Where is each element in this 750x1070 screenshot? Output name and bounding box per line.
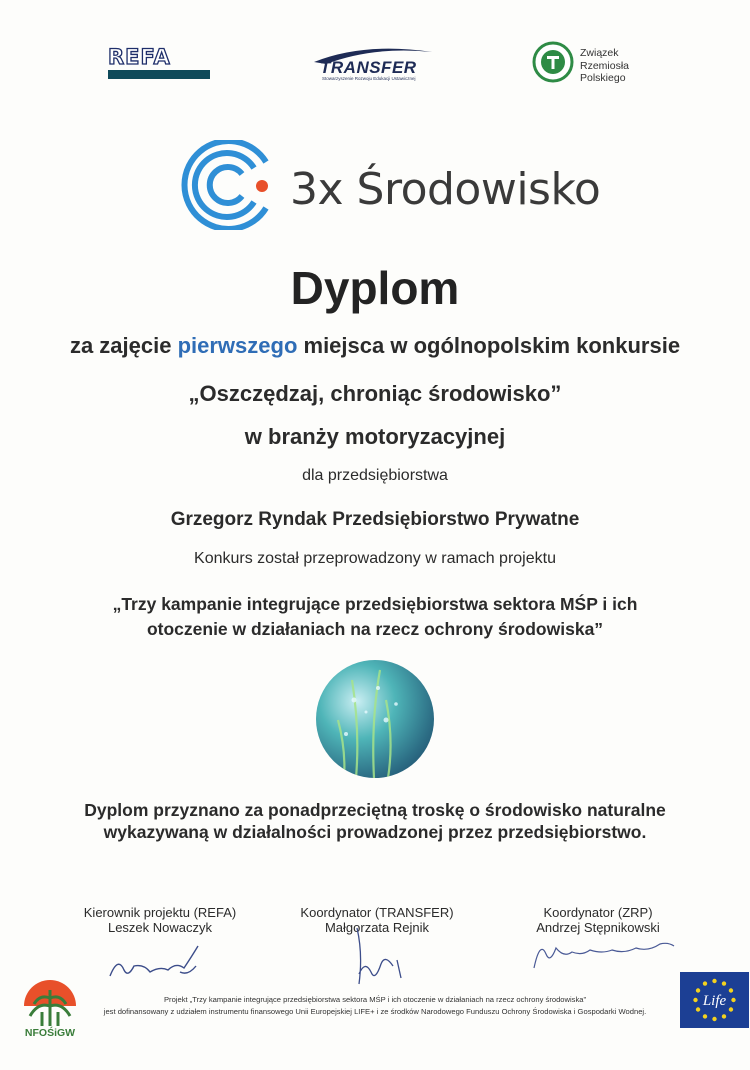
handwritten-signature-transfer bbox=[335, 924, 425, 994]
three-x-srodowisko-icon bbox=[178, 140, 274, 230]
signature-block-refa bbox=[50, 905, 270, 935]
award-reason-line: wykazywaną w działalności prowadzonej przez przedsiębiorstwo. bbox=[103, 822, 647, 842]
eu-star-icon bbox=[703, 981, 707, 985]
signer-name: Leszek Nowaczyk bbox=[107, 920, 213, 935]
zrp-name-line: Związek bbox=[580, 47, 619, 59]
zrp-name-line: Polskiego bbox=[580, 72, 626, 84]
funding-note-line: Projekt „Trzy kampanie integrujące przedsiębiorstwa sektora MŚP i ich otoczenie w działaniach na rzecz ochrony środowiska” bbox=[163, 995, 587, 1004]
eu-star-icon bbox=[731, 998, 735, 1002]
eu-star-icon bbox=[722, 981, 726, 985]
handwritten-signature-refa bbox=[104, 936, 214, 986]
diploma-title: Dyplom bbox=[290, 262, 460, 314]
main-logo-title: 3x Środowisko bbox=[290, 164, 601, 215]
transfer-logo-text: TRANSFER bbox=[320, 58, 417, 77]
eu-star-icon bbox=[693, 998, 697, 1002]
signer-name: Małgorzata Rejnik bbox=[324, 920, 430, 935]
transfer-logo bbox=[304, 44, 434, 84]
zrp-name bbox=[580, 47, 629, 85]
signer-role: Koordynator (ZRP) bbox=[543, 905, 653, 920]
eu-star-icon bbox=[703, 1014, 707, 1018]
funding-note-line: jest dofinansowany z udziałem instrumentu finansowego Unii Europejskiej LIFE+ i ze środków Narodowego Funduszu Ochrony Środowiska i Gospodarki Wodnej. bbox=[103, 1007, 647, 1016]
nature-photo bbox=[316, 660, 434, 778]
signature-block-zrp bbox=[488, 905, 708, 935]
signer-role: Kierownik projektu (REFA) bbox=[83, 905, 237, 920]
life-logo-text: Life bbox=[702, 993, 727, 1009]
placement-prefix: za zajęcie bbox=[69, 333, 178, 358]
eu-life-logo bbox=[680, 972, 749, 1028]
award-reason bbox=[0, 799, 750, 843]
nfosigw-logo-icon bbox=[20, 966, 80, 1028]
eu-star-icon bbox=[696, 1007, 700, 1011]
placement-line bbox=[0, 333, 750, 359]
project-intro: Konkurs został przeprowadzony w ramach projektu bbox=[194, 550, 556, 567]
handwritten-signature-zrp bbox=[528, 934, 678, 974]
transfer-logo-subtitle: Stowarzyszenie Rozwoju Edukacji Ustawicznej bbox=[322, 76, 416, 81]
nfosigw-logo-text: NFOŚiGW bbox=[24, 1027, 76, 1039]
signer-role: Koordynator (TRANSFER) bbox=[300, 905, 454, 920]
eu-star-icon bbox=[712, 979, 716, 983]
award-reason-line: Dyplom przyznano za ponadprzeciętną troskę o środowisko naturalne bbox=[84, 800, 666, 820]
placement-highlight: pierwszego bbox=[177, 333, 298, 358]
project-name-line: otoczenie w działaniach na rzecz ochrony środowiska” bbox=[146, 619, 604, 639]
funding-note bbox=[90, 994, 660, 1018]
zrp-name-line: Rzemiosła bbox=[580, 59, 630, 72]
placement-suffix: miejsca w ogólnopolskim konkursie bbox=[297, 333, 681, 358]
eu-star-icon bbox=[712, 1017, 716, 1021]
company-name: Grzegorz Ryndak Przedsiębiorstwo Prywatne bbox=[170, 509, 580, 530]
project-name bbox=[0, 592, 750, 642]
branch-line: w branży motoryzacyjnej bbox=[244, 424, 506, 449]
refa-logo bbox=[108, 46, 210, 82]
refa-logo-bar bbox=[108, 70, 210, 79]
eu-star-icon bbox=[729, 1007, 733, 1011]
refa-logo-text: REFA bbox=[108, 45, 171, 69]
eu-star-icon bbox=[722, 1014, 726, 1018]
signer-name: Andrzej Stępnikowski bbox=[536, 920, 660, 935]
eu-star-icon bbox=[729, 988, 733, 992]
contest-name: „Oszczędzaj, chroniąc środowisko” bbox=[188, 381, 562, 406]
zrp-seal-logo bbox=[532, 41, 574, 83]
eu-star-icon bbox=[696, 988, 700, 992]
project-name-line: „Trzy kampanie integrujące przedsiębiorstwa sektora MŚP i ich bbox=[112, 594, 638, 614]
for-label: dla przedsiębiorstwa bbox=[302, 467, 448, 484]
